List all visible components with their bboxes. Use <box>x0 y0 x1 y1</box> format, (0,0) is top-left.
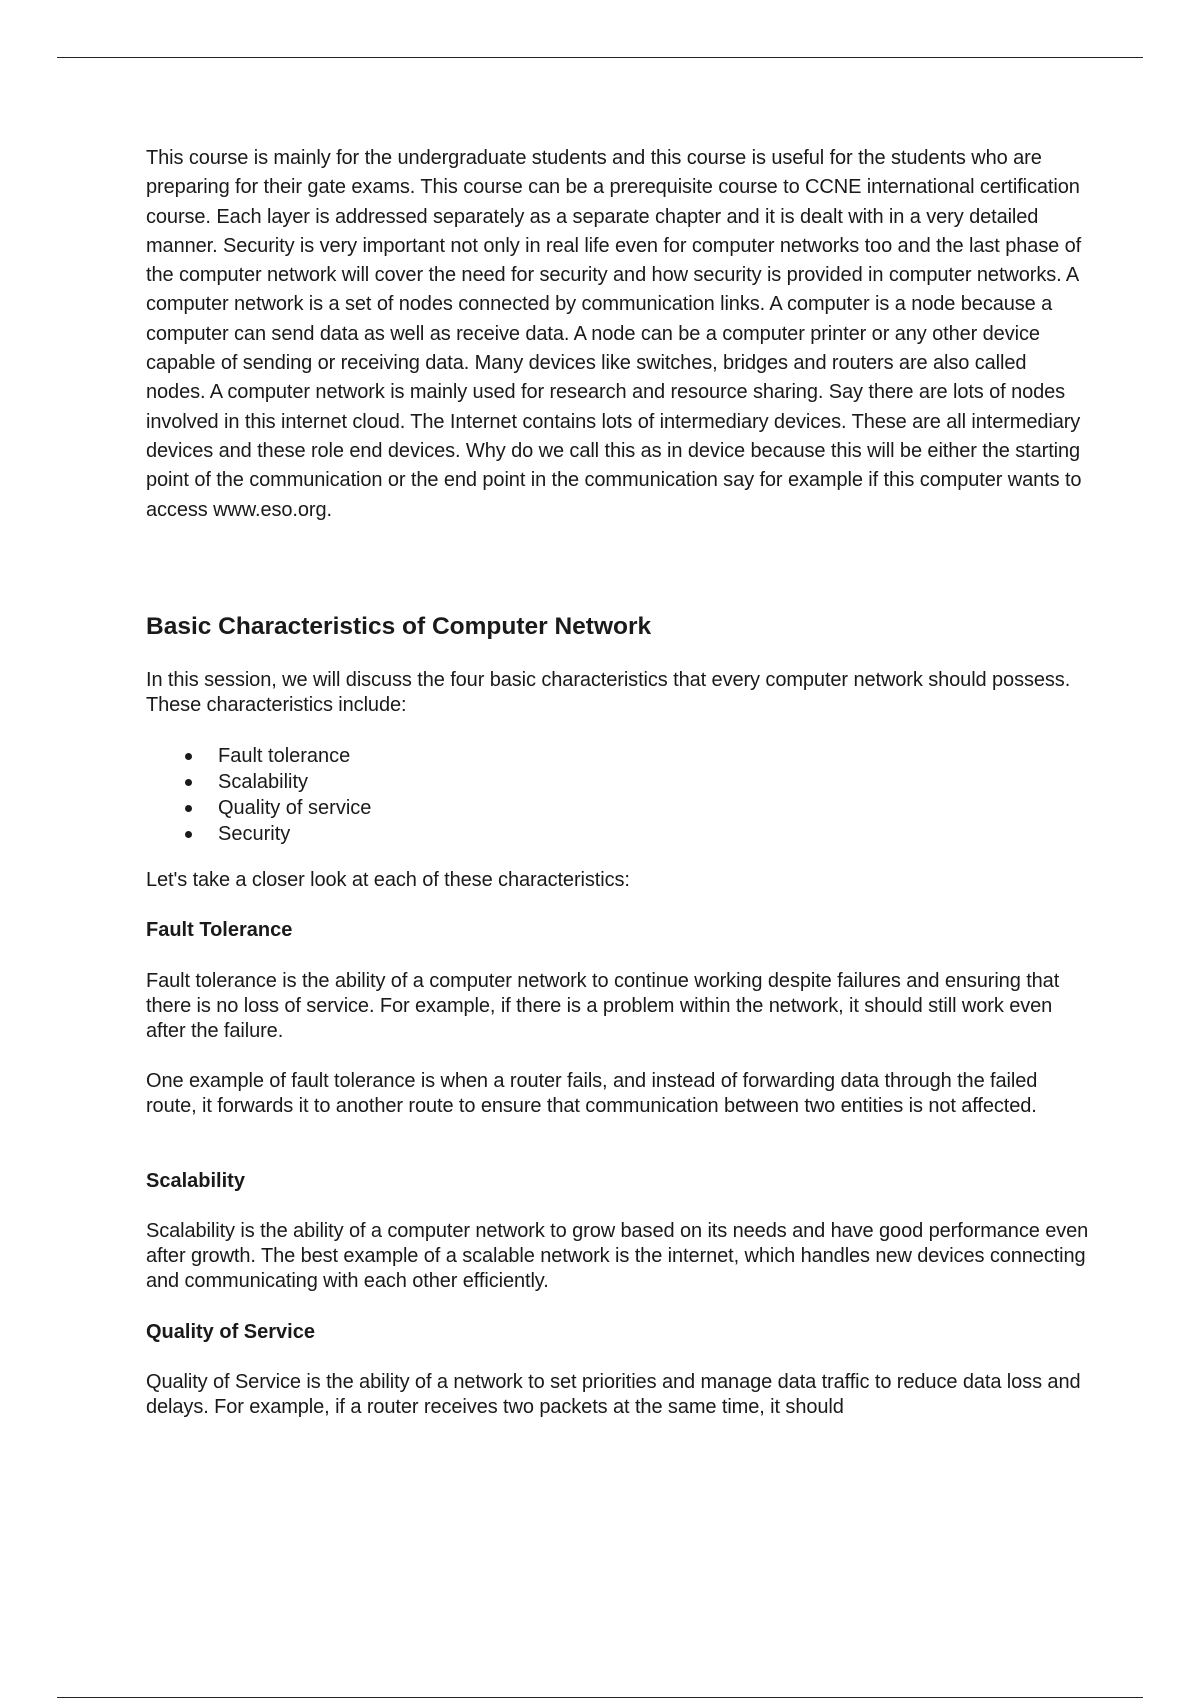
list-item: Quality of service <box>146 795 1091 821</box>
section-lead: In this session, we will discuss the four basic characteristics that every computer network should possess. These characteristics include: <box>146 669 1071 716</box>
qos-paragraph: Quality of Service is the ability of a network to set priorities and manage data traffic to reduce data loss and delays. For example, if a router receives two packets at the same time, it should <box>146 1371 1081 1418</box>
qos-heading-block <box>146 1320 1091 1345</box>
fault-tolerance-paragraph-2: One example of fault tolerance is when a router fails, and instead of forwarding data through the failed route, it forwards it to another route to ensure that communication between two entities is not affected. <box>146 1070 1038 1117</box>
fault-tolerance-paragraph-1: Fault tolerance is the ability of a computer network to continue working despite failures and ensuring that there is no loss of service. For example, if there is a problem within the network, it should still work even after the failure. <box>146 970 1060 1042</box>
qos-heading: Quality of Service <box>146 1321 315 1343</box>
fault-tolerance-p1-block <box>146 969 1091 1044</box>
section-title: Basic Characteristics of Computer Network <box>146 613 652 640</box>
bullet-icon <box>185 779 192 786</box>
list-item: Scalability <box>146 769 1091 795</box>
fault-tolerance-p2-block <box>146 1069 1091 1119</box>
page-content <box>146 144 1091 1418</box>
bullet-icon <box>185 831 192 838</box>
scalability-p1-block <box>146 1219 1091 1294</box>
bullet-icon <box>185 753 192 760</box>
fault-tolerance-heading-block <box>146 918 1091 943</box>
scalability-heading: Scalability <box>146 1170 245 1192</box>
characteristics-list <box>146 743 1091 847</box>
fault-tolerance-heading: Fault Tolerance <box>146 919 293 941</box>
characteristics-list-block <box>146 743 1091 847</box>
qos-p1-block <box>146 1370 1091 1420</box>
bullet-icon <box>185 805 192 812</box>
top-rule <box>57 57 1143 58</box>
scalability-paragraph: Scalability is the ability of a computer network to grow based on its needs and have good performance even after growth. The best example of a scalable network is the internet, which handles new devices connecting and communicating with each other efficiently. <box>146 1220 1089 1292</box>
list-item: Security <box>146 821 1091 847</box>
intro-paragraph: This course is mainly for the undergraduate students and this course is useful for the students who are preparing for their gate exams. This course can be a prerequisite course to CCNE international certification course. Each layer is addressed separately as a separate chapter and it is dealt with in a very detailed manner. Security is very important not only in real life even for computer networks too and the last phase of the computer network will cover the need for security and how security is provided in computer networks. A computer network is a set of nodes connected by communication links. A computer is a node because a computer can send data as well as receive data. A node can be a computer printer or any other device capable of sending or receiving data. Many devices like switches, bridges and routers are also called nodes. A computer network is mainly used for research and resource sharing. Say there are lots of nodes involved in this internet cloud. The Internet contains lots of intermediary devices. These are all intermediary devices and these role end devices. Why do we call this as in device because this will be either the starting point of the communication or the end point in the communication say for example if this computer wants to access www.eso.org. <box>146 147 1082 521</box>
scalability-heading-block <box>146 1169 1091 1194</box>
closer-look-block <box>146 868 1091 893</box>
closer-look-text: Let's take a closer look at each of these characteristics: <box>146 869 630 891</box>
list-item: Fault tolerance <box>146 743 1091 769</box>
section-lead-block <box>146 668 1091 718</box>
bottom-rule <box>57 1697 1143 1698</box>
